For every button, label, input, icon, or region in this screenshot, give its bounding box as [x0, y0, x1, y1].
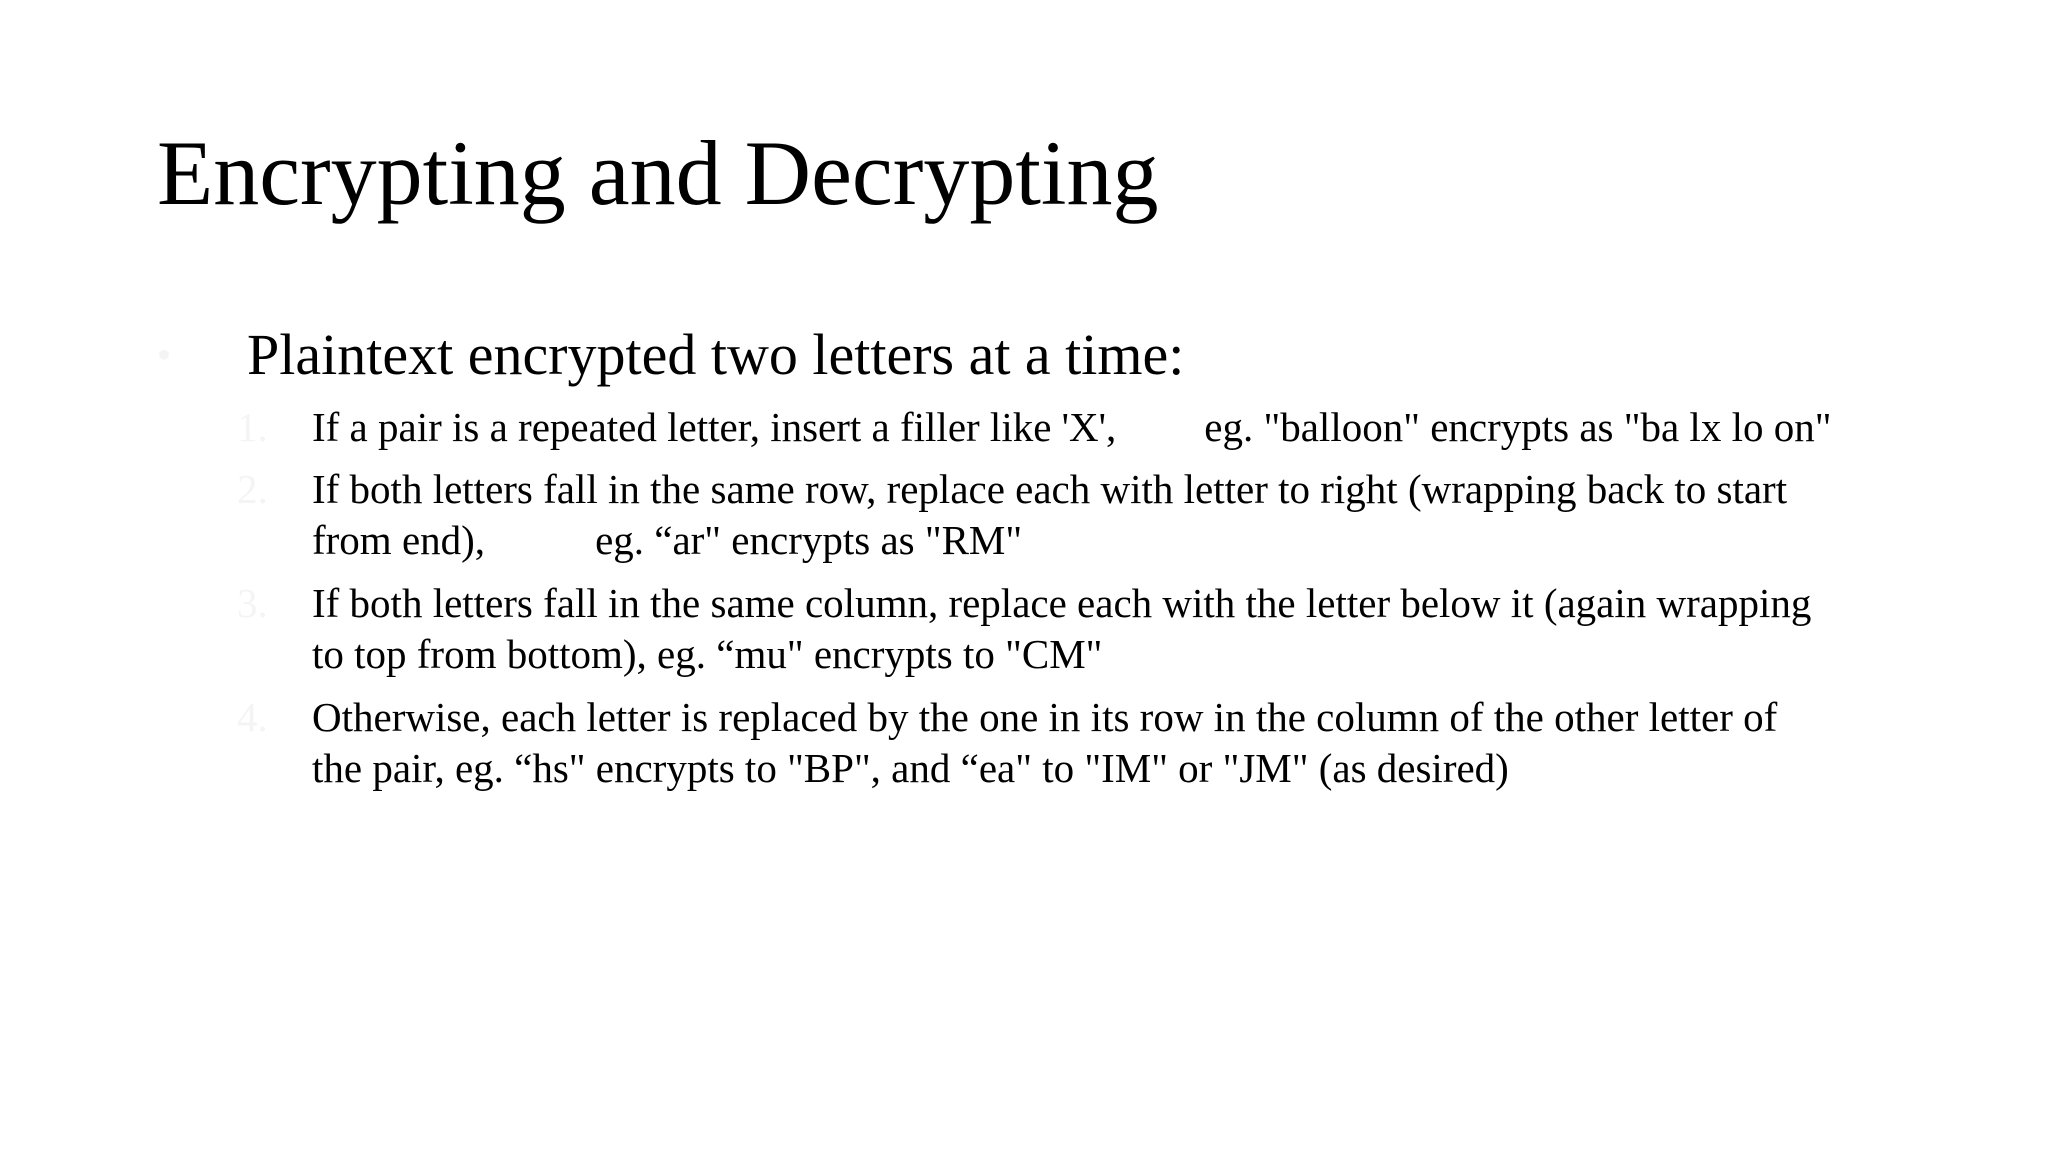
list-item-line: If both letters fall in the same column, replace each with the letter below it (again wrapping — [312, 580, 1812, 626]
list-item-text — [312, 464, 1937, 566]
list-item-line: to top from bottom), eg. “mu" encrypts to "CM" — [312, 631, 1103, 677]
example-text: eg. “ar" encrypts as "RM" — [595, 517, 1023, 563]
list-item-number: 2. — [237, 466, 268, 512]
list-item-text — [312, 692, 1937, 794]
rule-text: If a pair is a repeated letter, insert a filler like 'X', — [312, 404, 1117, 450]
slide-title: Encrypting and Decrypting — [157, 122, 1159, 224]
bullet-marker: • — [157, 332, 172, 377]
list-item-number: 3. — [237, 580, 268, 626]
list-item-number: 4. — [237, 694, 268, 740]
example-text: eg. "balloon" encrypts as "ba lx lo on" — [1204, 404, 1832, 450]
list-item-number: 1. — [237, 404, 268, 450]
list-item-line — [312, 402, 1937, 453]
list-item-line: If both letters fall in the same row, replace each with letter to right (wrapping back to start — [312, 466, 1788, 512]
list-item-text — [312, 578, 1937, 680]
rule-text: from end), — [312, 517, 486, 563]
list-item-line — [312, 515, 1937, 566]
list-item-line: Otherwise, each letter is replaced by the one in its row in the column of the other letter of — [312, 694, 1778, 740]
bullet-text: Plaintext encrypted two letters at a time: — [247, 322, 1185, 387]
list-item-text — [312, 402, 1937, 453]
list-item-line: the pair, eg. “hs" encrypts to "BP", and “ea" to "IM" or "JM" (as desired) — [312, 745, 1509, 791]
